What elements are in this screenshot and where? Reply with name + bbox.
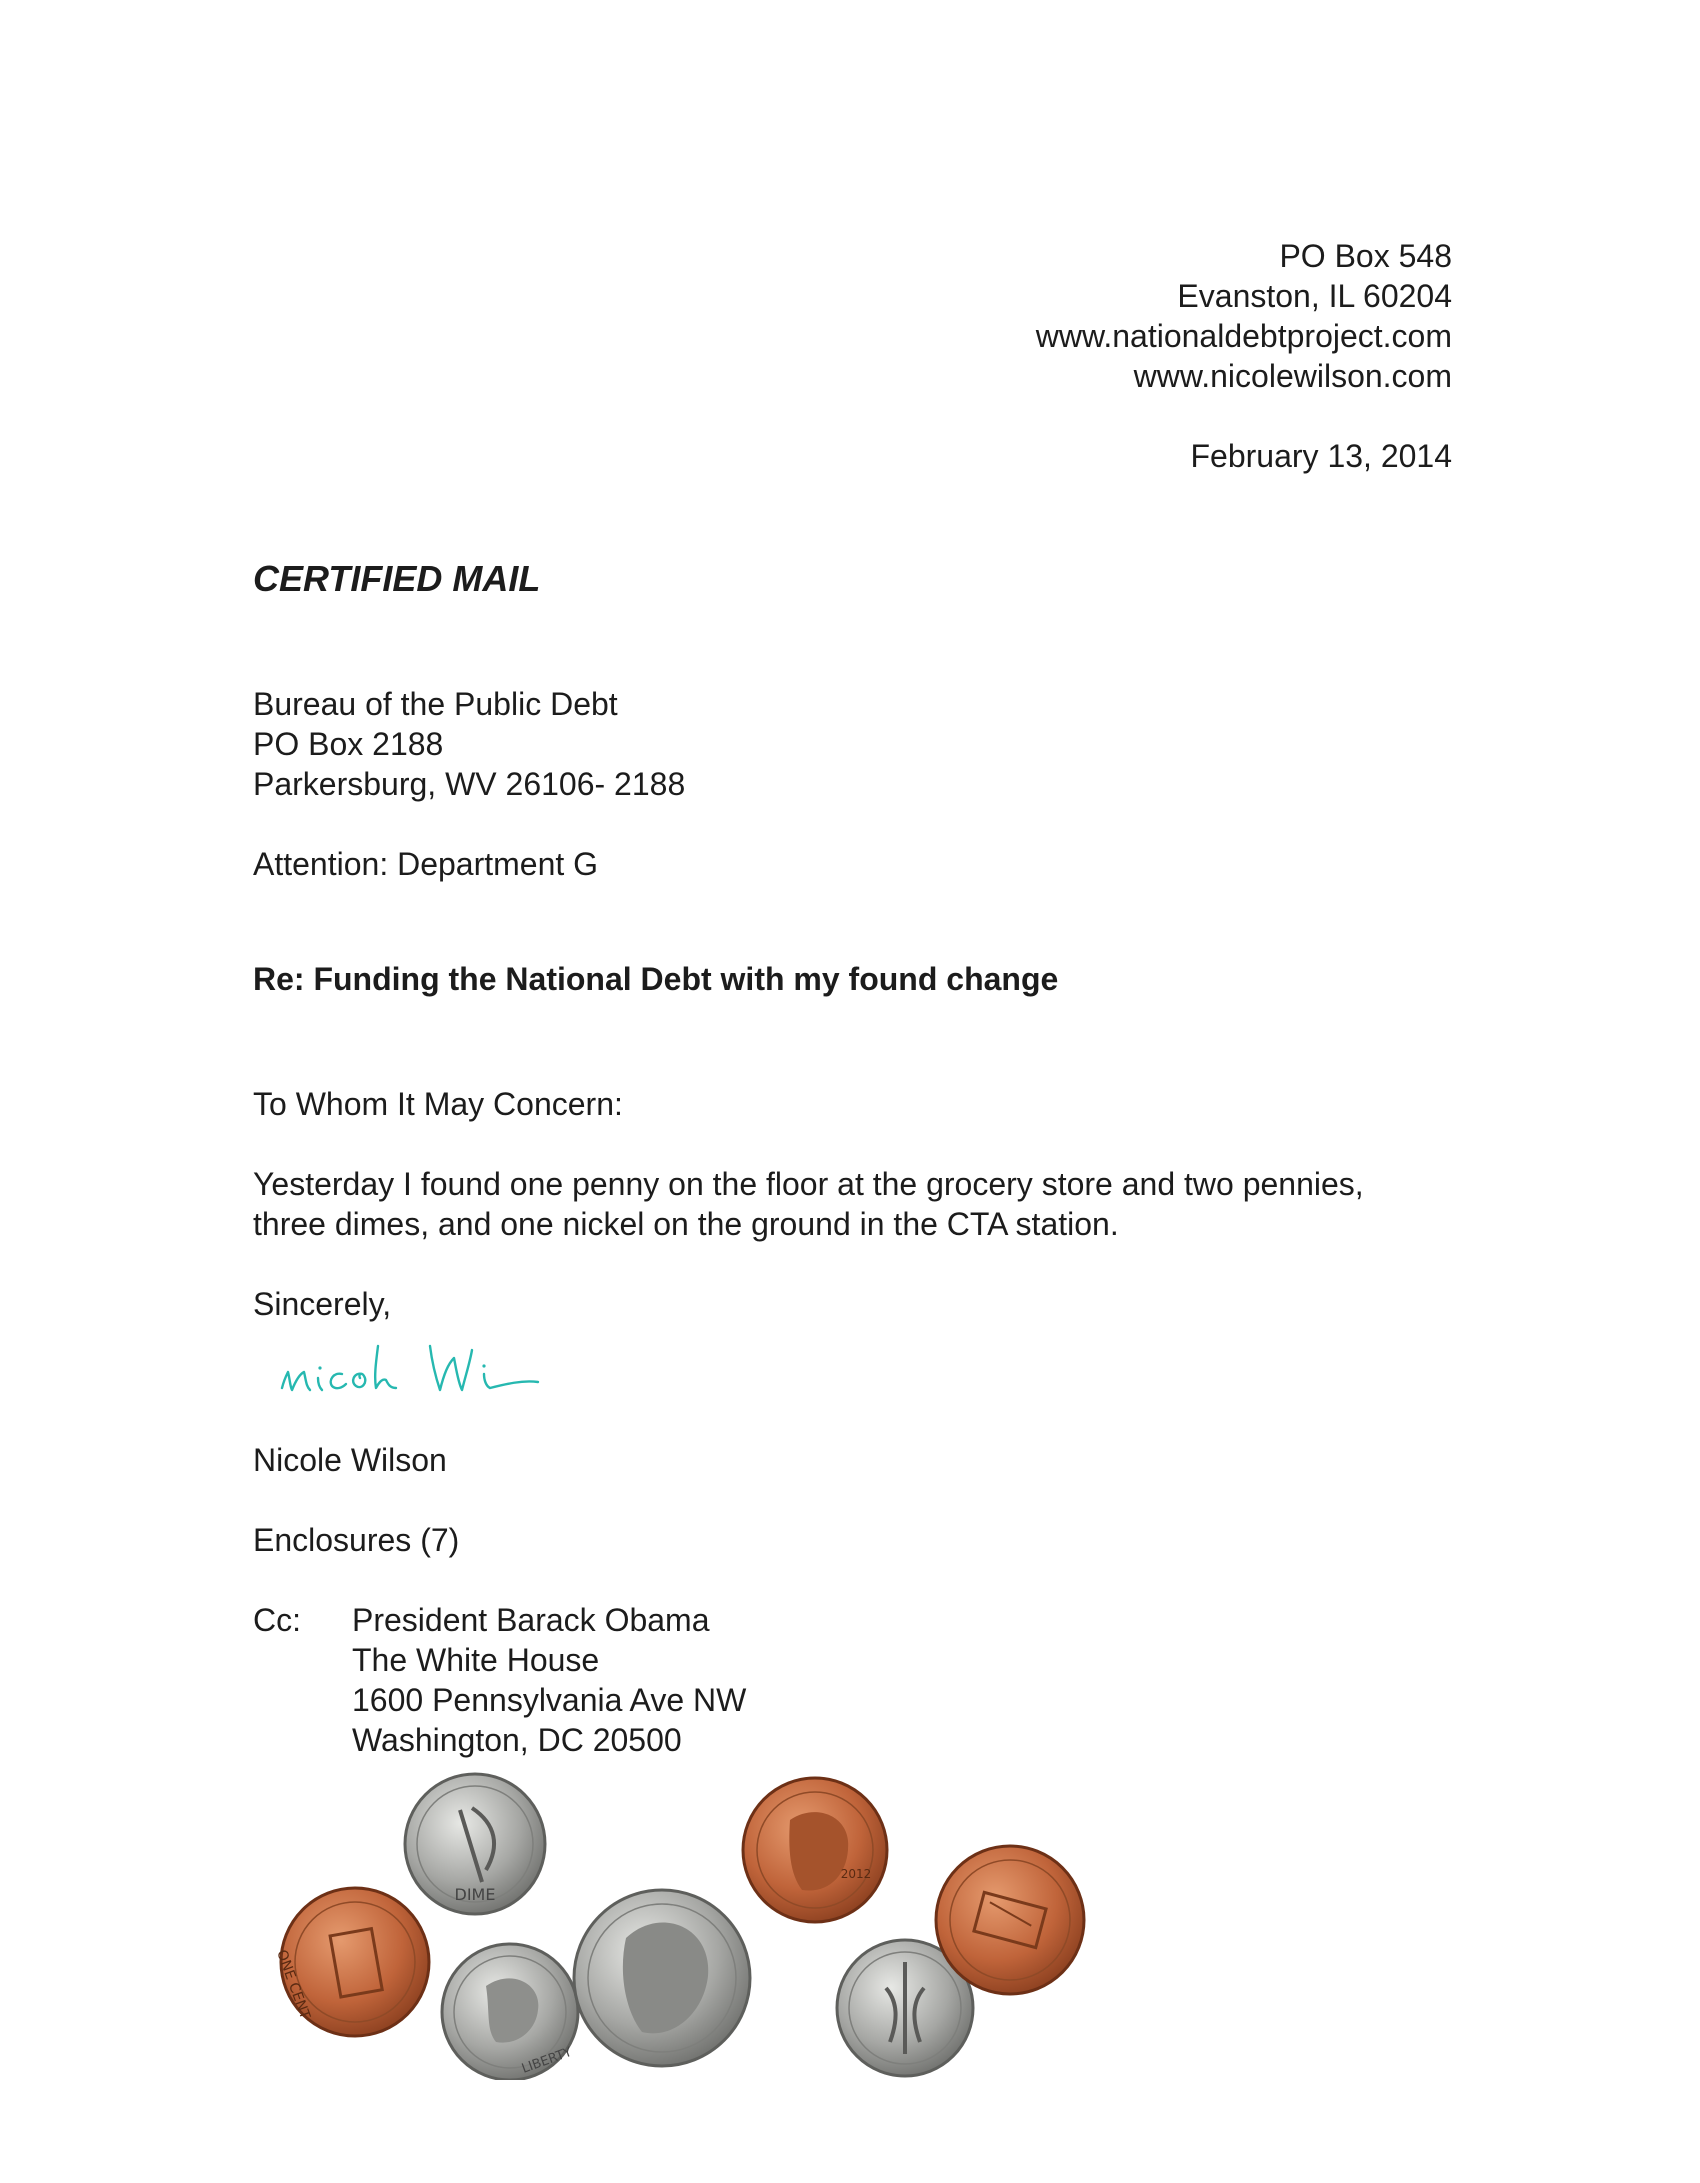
cc-line-4: Washington, DC 20500 (352, 1722, 682, 1758)
sender-website-1: www.nationaldebtproject.com (1035, 318, 1452, 354)
signer-name: Nicole Wilson (253, 1442, 447, 1478)
sender-po-box: PO Box 548 (1279, 238, 1452, 274)
closing: Sincerely, (253, 1286, 392, 1322)
nickel-coin (574, 1890, 750, 2066)
subject-line: Re: Funding the National Debt with my found change (253, 961, 1059, 997)
certified-mail-heading: CERTIFIED MAIL (253, 558, 541, 599)
cc-line-3: 1600 Pennsylvania Ave NW (352, 1682, 747, 1718)
enclosed-coins (250, 1750, 1130, 2080)
cc-line-1: President Barack Obama (352, 1602, 710, 1638)
body-line-1: Yesterday I found one penny on the floor at the grocery store and two pennies, (253, 1166, 1364, 1202)
dime-coin-2 (442, 1944, 578, 2080)
dime-coin-1 (405, 1774, 545, 1914)
letter-date: February 13, 2014 (1190, 438, 1452, 474)
penny-coin-2 (743, 1778, 887, 1922)
penny-2-year: 2012 (840, 1867, 872, 1881)
dime-label: DIME (454, 1885, 496, 1904)
recipient-name: Bureau of the Public Debt (253, 686, 618, 722)
sender-city: Evanston, IL 60204 (1177, 278, 1452, 314)
sender-website-2: www.nicolewilson.com (1133, 358, 1452, 394)
cc-label: Cc: (253, 1602, 301, 1638)
penny-1-label: ONE CENT (273, 1947, 313, 2022)
attention-line: Attention: Department G (253, 846, 599, 882)
salutation: To Whom It May Concern: (253, 1086, 623, 1122)
enclosures-line: Enclosures (7) (253, 1522, 460, 1558)
recipient-po-box: PO Box 2188 (253, 726, 444, 762)
penny-coin-3 (936, 1846, 1084, 1994)
cc-line-2: The White House (352, 1642, 600, 1678)
dime-2-label: LIBERTY (519, 2044, 575, 2077)
body-line-2: three dimes, and one nickel on the ground in the CTA station. (253, 1206, 1119, 1242)
handwritten-signature (270, 1328, 590, 1408)
recipient-city: Parkersburg, WV 26106- 2188 (253, 766, 686, 802)
penny-coin-1 (273, 1888, 429, 2036)
